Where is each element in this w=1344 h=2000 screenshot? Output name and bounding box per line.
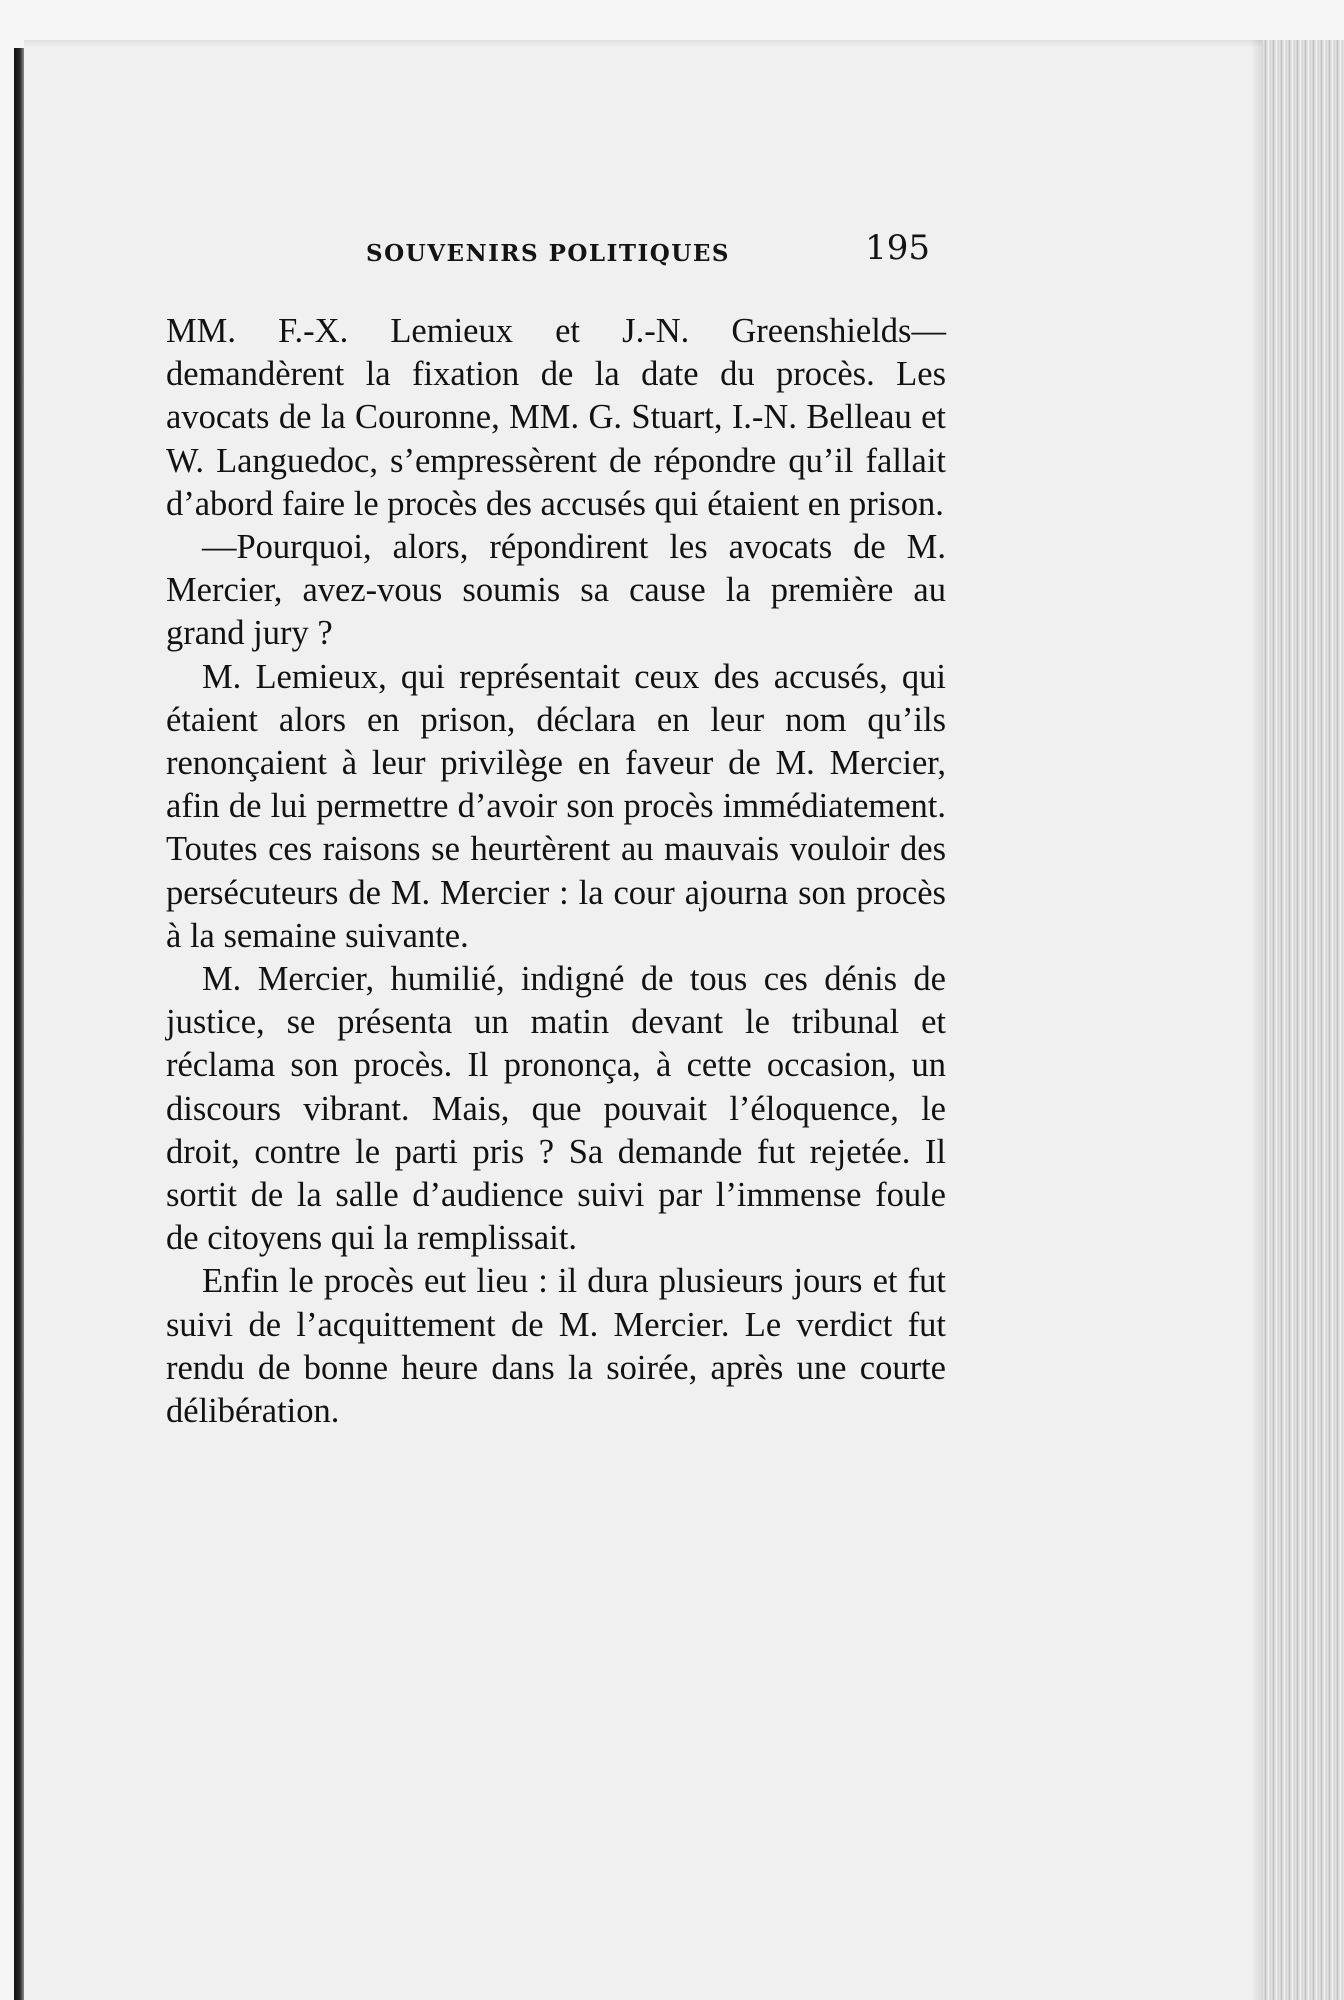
page-number: 195 [865, 228, 930, 268]
running-title: SOUVENIRS POLITIQUES [366, 240, 730, 267]
page-top-edge [24, 40, 1264, 48]
paragraph-2: —Pourquoi, alors, répondirent les avocats de M. Mercier, avez-vous soumis sa cause la première au grand jury ? [166, 528, 946, 653]
book-spine-edge [14, 48, 24, 2000]
paragraph-3: M. Lemieux, qui représentait ceux des accusés, qui étaient alors en prison, déclara en leur nom qu’ils renonçaient à leur privilège en faveur de M. Mercier, afin de lui permettre d’avoir son procès immédiatement. Toutes ces raisons se heurtèrent au mauvais vouloir des persécuteurs de M. Mercier : la cour ajourna son procès à la semaine suivante. [166, 657, 946, 955]
body-text [166, 310, 946, 1433]
paragraph-1: MM. F.-X. Lemieux et J.-N. Greenshields—demandèrent la fixation de la date du procès. Les avocats de la Couronne, MM. G. Stuart, I.-N. Belleau et W. Languedoc, s’empressèrent de répondre qu’il fallait d’abord faire le procès des accusés qui étaient en prison. [166, 312, 946, 523]
paragraph-5: Enfin le procès eut lieu : il dura plusieurs jours et fut suivi de l’acquittement de M. Mercier. Le verdict fut rendu de bonne heure dans la soirée, après une courte délibération. [166, 1262, 946, 1431]
page-stack-edge [1262, 40, 1344, 2000]
paragraph-4: M. Mercier, humilié, indigné de tous ces dénis de justice, se présenta un matin devant le tribunal et réclama son procès. Il prononça, à cette occasion, un discours vibrant. Mais, que pouvait l’éloquence, le droit, contre le parti pris ? Sa demande fut rejetée. Il sortit de la salle d’audience suivi par l’immense foule de citoyens qui la remplissait. [166, 960, 946, 1258]
running-head [360, 228, 930, 276]
